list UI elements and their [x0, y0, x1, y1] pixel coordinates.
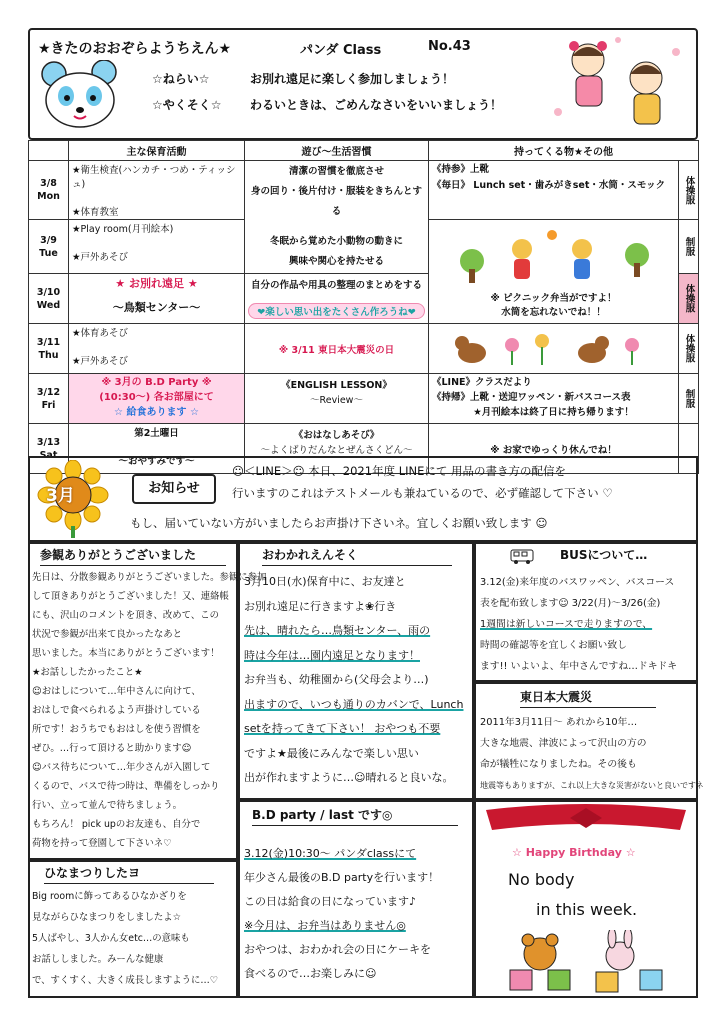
text-line: ★お話ししたかったこと★ — [32, 667, 143, 678]
text-line: お別れ遠足に行きますよ❀行き — [244, 599, 397, 613]
hina-body — [32, 886, 236, 991]
text-line: 地震等もありますが、これ以上大きな災害がないと良いですネ — [480, 781, 704, 790]
birthday-line-2: in this week. — [536, 900, 638, 919]
promise-text: わるいときは、ごめんなさいをいいましょう！ — [250, 98, 503, 112]
text-line: ～おやすみです～ — [118, 456, 195, 467]
text-line: ☆ 給食あります ☆ — [114, 407, 199, 418]
notice-title: お知らせ — [132, 474, 216, 504]
habits-cell — [245, 374, 429, 424]
text-line: 行い、立って並んで待ちましょう。 — [32, 800, 183, 811]
text-line: 自分の作品や用具の整理のまとめをする — [250, 280, 422, 291]
wear-cell: 制服 — [679, 374, 699, 424]
text-line: Thu — [38, 349, 59, 361]
text-line: Wed — [36, 299, 61, 311]
text-line: 3/10 — [36, 286, 61, 298]
text-line: Mon — [37, 191, 60, 202]
text-line: して頂きありがとうございました！又、連絡帳 — [32, 591, 229, 602]
text-line: ★ お別れ遠足 ★ — [115, 277, 198, 290]
text-line: 先日は、分散参観ありがとうございました。参観に参加 — [32, 572, 267, 583]
text-line: 見ながらひなまつりをしましたよ☆ — [32, 912, 182, 923]
corner-cell — [29, 141, 69, 161]
text-line: (10:30～) 各お部屋にて — [99, 392, 214, 403]
text-line: 《毎日》 Lunch set・歯みがきset・水筒・スモック — [432, 180, 666, 191]
class-name: パンダ Class — [300, 43, 382, 58]
text-line: 荷物を持って登園して下さいネ♡ — [32, 838, 172, 849]
text-line: Tue — [39, 247, 58, 259]
text-line: Fri — [41, 399, 56, 411]
text-line: ～Review～ — [310, 395, 363, 406]
text-line: ～鳥類センター～ — [112, 301, 201, 314]
promise-label: ☆やくそく☆ — [152, 98, 222, 112]
col-header-habits: 遊び～生活習慣 — [245, 141, 429, 161]
text-line: 1週間は新しいコースで走りますので、 — [480, 619, 653, 630]
ensoku-body — [244, 570, 472, 791]
text-line: ます!! いよいよ、年中さんですね…ドキドキ — [480, 661, 678, 672]
text-line: 2011年3月11日～ あれから10年… — [480, 717, 638, 728]
text-line: 3.12(金)10:30～ パンダclassにて — [244, 847, 417, 860]
text-line: 3月10日(水)保育中に、お友達と — [244, 575, 406, 588]
text-line: 3/11 — [36, 336, 61, 348]
aim-label: ☆ねらい☆ — [152, 72, 210, 86]
text-line: ★戸外あそび — [72, 356, 129, 367]
text-line: 《持帰》上靴・送迎ワッペン・新バスコース表 — [432, 392, 631, 403]
wear-cell: 体操服 — [679, 324, 699, 374]
wear-cell: 体操服 — [679, 274, 699, 324]
col-header-bring: 持ってくる物★その他 — [429, 141, 699, 161]
text-line: 食べるので…お楽しみに☺ — [244, 967, 377, 980]
text-line: Sat — [39, 449, 58, 461]
text-line: 3/12 — [36, 386, 61, 398]
day-cell — [29, 374, 69, 424]
bring-cell: ※ お家でゆっくり休んでね！ — [429, 424, 679, 474]
bd-party-body — [244, 842, 472, 986]
text-line: 命が犠牲になりましたね。その後も — [480, 759, 637, 770]
children-illustration — [548, 32, 688, 132]
birthday-heading: ☆ Happy Birthday ☆ — [512, 846, 636, 859]
notice-line-2: 行いますのこれはテストメールも兼ねているので、必ず確認して下さい ♡ — [232, 486, 613, 500]
issue-number: No.43 — [428, 39, 471, 54]
text-line: 時間の確認等を宜しくお願い致し — [480, 640, 627, 651]
sankan-title: 参観ありがとうございました — [40, 546, 226, 566]
text-line: もちろん！ pick upのお友達も、自分で — [32, 819, 201, 830]
text-line: ぜひ。…行って頂けると助かります☺ — [32, 743, 192, 754]
text-line: ★Play room(月刊絵本) — [72, 224, 174, 235]
text-line: お話ししました。みーんな健康 — [32, 954, 164, 965]
text-line: 興味や関心を持たせる — [288, 256, 384, 267]
text-line: ※今月は、お弁当はありません◎ — [244, 919, 406, 932]
aim-text: お別れ遠足に楽しく参加しましょう！ — [250, 72, 455, 86]
text-line: 《ENGLISH LESSON》 — [281, 380, 392, 391]
sankan-body — [32, 568, 267, 853]
ensoku-title: おわかれえんそく — [262, 546, 452, 566]
bus-title: BUSについて… — [560, 548, 648, 562]
day-cell — [29, 220, 69, 274]
picnic-illustration — [432, 225, 672, 287]
picnic-illustration-cell — [429, 220, 679, 324]
text-line: くるので、バスで待つ時は、準備をしっかり — [32, 781, 220, 792]
text-line: ☺バス待ちについて…年少さんが入園して — [32, 762, 211, 773]
animals-illustration — [432, 327, 672, 367]
notice-line-1: ☺＜LINE＞☺ 本日、2021年度 LINEにて 用品の書き方の配信を — [232, 464, 567, 478]
text-line: 3/13 — [36, 436, 61, 448]
bring-cell — [429, 161, 679, 220]
birthday-line-1: No body — [508, 870, 575, 889]
earthquake-body — [480, 712, 704, 796]
text-line: この日は給食の日になっています♪ — [244, 895, 417, 908]
text-line: ★月刊絵本は終了日に持ち帰ります！ — [473, 407, 634, 418]
habits-cell — [245, 161, 429, 274]
day-cell — [29, 161, 69, 220]
text-line: ～よくばりだんなとぜんさくどん～ — [260, 445, 413, 456]
activity-cell — [69, 161, 245, 220]
text-line: 《持参》上靴 — [432, 164, 490, 175]
day-cell — [29, 274, 69, 324]
text-line: Big roomに飾ってあるひなかざりを — [32, 891, 187, 902]
text-line: 水筒を忘れないでね！！ — [501, 307, 606, 318]
text-line: 清潔の習慣を徹底させ — [288, 166, 384, 177]
school-name: ★きたのおおぞらようちえん★ — [38, 41, 232, 57]
text-line: 3.12(金)来年度のバスワッペン、バスコース — [480, 577, 675, 588]
bring-cell — [429, 374, 679, 424]
text-line: 所です！おうちでもおはしを使う習慣を — [32, 724, 201, 735]
text-line: ☺おはしについて…年中さんに向けて、 — [32, 686, 201, 697]
habits-cell: ※ 3/11 東日本大震災の日 — [245, 324, 429, 374]
month-label: 3月 — [46, 486, 75, 506]
text-line: 出が作れますように…☺晴れると良いな。 — [244, 771, 454, 784]
text-line: 状況で参観が出来て良かったなあと — [32, 629, 183, 640]
weekly-schedule-table — [28, 140, 699, 474]
text-line: 時は今年は…園内遠足となります！ — [244, 648, 420, 662]
table-row — [29, 161, 699, 220]
birthday-animals-illustration — [500, 930, 680, 994]
text-line: 3/8 — [40, 178, 57, 189]
text-line: 年少さん最後のB.D partyを行います！ — [244, 871, 440, 884]
text-line: 《LINE》クラスだより — [432, 377, 532, 388]
text-line: おやつは、おわかれ会の日にケーキを — [244, 943, 431, 956]
text-line: 3/9 — [40, 234, 57, 246]
bd-party-title: B.D party / last です◎ — [252, 806, 458, 826]
text-line: 5人ばやし、3人かん女etc…の意味も — [32, 933, 190, 944]
text-line: ❤楽しい思い出をたくさん作ろうね❤ — [248, 303, 425, 319]
text-line: 先は、晴れたら…鳥類センター、雨の — [244, 624, 431, 637]
col-header-activity: 主な保育活動 — [69, 141, 245, 161]
text-line: で、すくすく、大きく成長しますように…♡ — [32, 975, 219, 986]
bus-icon — [510, 549, 536, 565]
text-line: 冬眠から覚めた小動物の動きに — [269, 236, 403, 247]
text-line: 《おはなしあそび》 — [293, 430, 380, 441]
activity-cell — [69, 324, 245, 374]
text-line: 表を配布致します☺ 3/22(月)～3/26(金) — [480, 598, 661, 609]
text-line: 大きな地震、津波によって沢山の方の — [480, 738, 647, 749]
ribbon-banner-icon — [480, 804, 692, 838]
text-line: 出ますので、いつも通りのカバンで、Lunch — [244, 697, 464, 711]
text-line: ですよ★最後にみんなで楽しい思い — [244, 746, 419, 760]
text-line: ★衛生検査(ハンカチ・つめ・ティッシュ) — [72, 165, 236, 190]
habits-cell — [245, 274, 429, 324]
earthquake-title: 東日本大震災 — [520, 688, 656, 708]
panda-icon — [40, 60, 120, 130]
text-line: ★体育教室 — [72, 207, 119, 218]
activity-cell — [69, 374, 245, 424]
bus-body — [480, 572, 696, 677]
notice-line-3: もし、届いていない方がいましたらお声掛け下さいネ。宜しくお願い致します ☺ — [130, 516, 548, 530]
animals-illustration-cell — [429, 324, 679, 374]
table-row — [29, 324, 699, 374]
day-cell — [29, 324, 69, 374]
text-line: にも、沢山のコメントを頂き、改めて、この — [32, 610, 219, 621]
activity-cell — [69, 220, 245, 274]
wear-cell: 制服 — [679, 220, 699, 274]
wear-cell: 体操服 — [679, 161, 699, 220]
text-line: ★体育あそび — [72, 328, 129, 339]
hina-title: ひなまつりしたヨ — [44, 864, 214, 884]
text-line: お弁当も、幼稚園から(父母会より…) — [244, 673, 429, 686]
text-line: ※ 3月の B.D Party ※ — [101, 377, 212, 388]
text-line: ※ ピクニック弁当がですよ！ — [490, 293, 617, 304]
table-row — [29, 374, 699, 424]
text-line: ★戸外あそび — [72, 252, 129, 263]
text-line: 身の回り・後片付け・服装をきちんとする — [250, 186, 422, 217]
text-line: 思いました。本当にありがとうございます！ — [32, 648, 220, 659]
activity-cell — [69, 274, 245, 324]
text-line: 第2土曜日 — [134, 428, 179, 439]
text-line: setを持ってきて下さい！ おやつも不要 — [244, 722, 441, 735]
text-line: おはしで食べられるよう声掛けしている — [32, 705, 201, 716]
